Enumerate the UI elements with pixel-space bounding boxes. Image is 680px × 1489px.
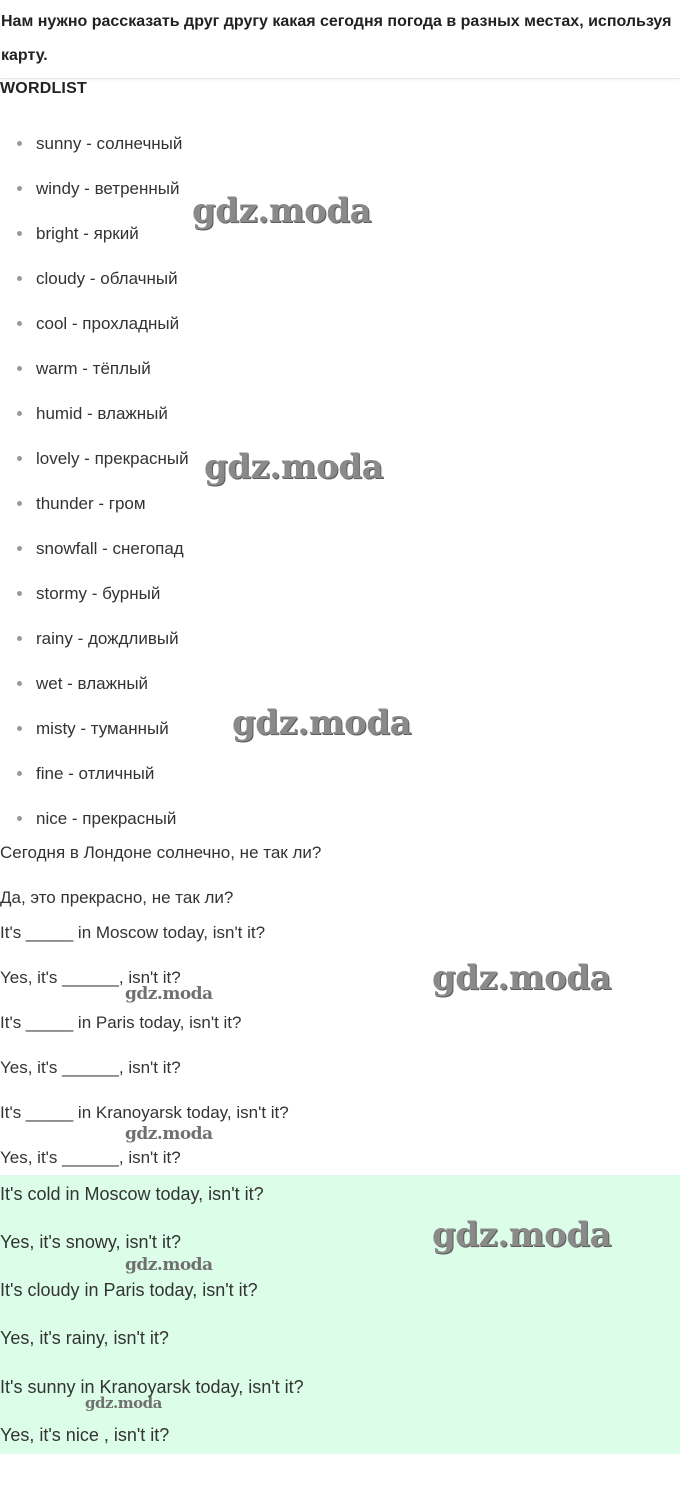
watermark: gdz.moda <box>85 1394 162 1412</box>
list-item <box>0 121 680 166</box>
answer-line: Yes, it's rainy, isn't it? <box>0 1328 169 1348</box>
list-item <box>0 526 680 571</box>
wordlist-item-text: bright - яркий <box>36 224 139 243</box>
watermark: gdz.moda <box>432 1215 612 1255</box>
wordlist-item-text: misty - туманный <box>36 719 169 738</box>
watermark: gdz.moda <box>432 958 612 998</box>
watermark: gdz.moda <box>232 703 412 743</box>
answer-line: Yes, it's nice , isn't it? <box>0 1425 170 1445</box>
list-item <box>0 796 680 841</box>
answer-line: Yes, it's snowy, isn't it? <box>0 1232 181 1252</box>
list-item <box>0 391 680 436</box>
wordlist-item-text: wet - влажный <box>36 674 149 693</box>
answer-line: It's sunny in Kranoyarsk today, isn't it? <box>0 1377 304 1397</box>
template-line: It's _____ in Paris today, isn't it? <box>0 1013 242 1032</box>
answer-line: It's cloudy in Paris today, isn't it? <box>0 1280 258 1300</box>
template-line: Yes, it's ______, isn't it? <box>0 1148 181 1167</box>
example-answer: Да, это прекрасно, не так ли? <box>0 888 234 907</box>
task-header <box>0 0 680 79</box>
list-item <box>0 301 680 346</box>
watermark: gdz.moda <box>204 447 384 487</box>
bullet-icon <box>17 411 22 416</box>
wordlist-item-text: nice - прекрасный <box>36 809 177 828</box>
list-item <box>0 616 680 661</box>
wordlist-title: WORDLIST <box>0 80 87 97</box>
template-line: It's _____ in Moscow today, isn't it? <box>0 923 266 942</box>
bullet-icon <box>17 501 22 506</box>
example-question: Сегодня в Лондоне солнечно, не так ли? <box>0 843 322 862</box>
bullet-icon <box>17 636 22 641</box>
list-item <box>0 571 680 616</box>
wordlist-item-text: windy - ветренный <box>36 179 180 198</box>
bullet-icon <box>17 321 22 326</box>
wordlist-item-text: cloudy - облачный <box>36 269 178 288</box>
watermark: gdz.moda <box>125 1255 213 1275</box>
wordlist-item-text: stormy - бурный <box>36 584 161 603</box>
bullet-icon <box>17 546 22 551</box>
watermark: gdz.moda <box>125 984 213 1004</box>
bullet-icon <box>17 726 22 731</box>
list-item <box>0 346 680 391</box>
template-line: Yes, it's ______, isn't it? <box>0 968 181 987</box>
bullet-icon <box>17 276 22 281</box>
wordlist-item-text: warm - тёплый <box>36 359 151 378</box>
watermark: gdz.moda <box>125 1124 213 1144</box>
bullet-icon <box>17 816 22 821</box>
wordlist-item-text: fine - отличный <box>36 764 155 783</box>
wordlist-item-text: humid - влажный <box>36 404 168 423</box>
bullet-icon <box>17 456 22 461</box>
wordlist-item-text: lovely - прекрасный <box>36 449 189 468</box>
bullet-icon <box>17 366 22 371</box>
wordlist-item-text: snowfall - снегопад <box>36 539 184 558</box>
bullet-icon <box>17 681 22 686</box>
bullet-icon <box>17 771 22 776</box>
wordlist-item-text: sunny - солнечный <box>36 134 183 153</box>
wordlist-item-text: cool - прохладный <box>36 314 180 333</box>
bullet-icon <box>17 141 22 146</box>
answer-line: It's cold in Moscow today, isn't it? <box>0 1184 264 1204</box>
bullet-icon <box>17 231 22 236</box>
bullet-icon <box>17 186 22 191</box>
bullet-icon <box>17 591 22 596</box>
template-line: Yes, it's ______, isn't it? <box>0 1058 181 1077</box>
wordlist-item-text: thunder - гром <box>36 494 146 513</box>
watermark: gdz.moda <box>192 191 372 231</box>
template-line: It's _____ in Kranoyarsk today, isn't it? <box>0 1103 289 1122</box>
list-item <box>0 751 680 796</box>
list-item <box>0 481 680 526</box>
list-item <box>0 661 680 706</box>
wordlist-item-text: rainy - дождливый <box>36 629 179 648</box>
task-text: Нам нужно рассказать друг другу какая сегодня погода в разных местах, используя карту. <box>1 13 672 64</box>
list-item <box>0 256 680 301</box>
